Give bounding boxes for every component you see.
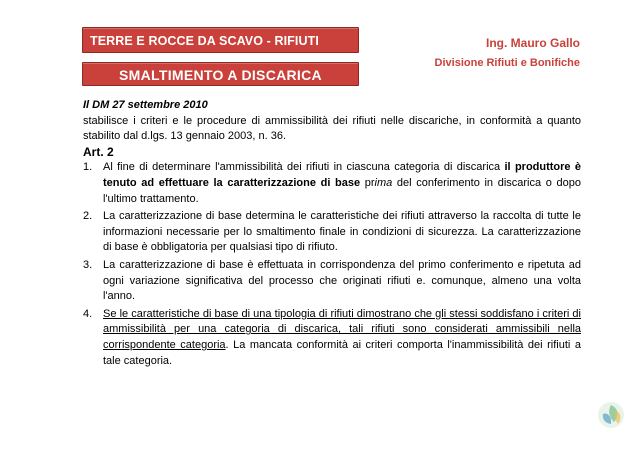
list-item (83, 209, 581, 256)
item-text: . La mancata conformità ai criteri comporta l'inammissibilità dei rifiuti a tale categoria. (103, 338, 581, 367)
item-text: La caratterizzazione di base è effettuata in corrispondenza del primo conferimento e ripetuta ad ogni variazione significativa del processo che originati rifiuti e. comunque, almeno una volta l'anno. (103, 258, 581, 303)
author-name: Ing. Mauro Gallo (485, 36, 580, 50)
topic-banner: TERRE E ROCCE DA SCAVO - RIFIUTI (82, 27, 359, 53)
list-item (83, 160, 581, 207)
list-number: 3. (83, 258, 93, 271)
list-number: 2. (83, 210, 93, 223)
item-text: del conferimento in discarica o dopo l'ultimo trattamento. (103, 176, 581, 205)
item-text: pr (360, 176, 375, 189)
list-item (83, 307, 581, 369)
item-text: Al fine di determinare l'ammissibilità dei rifiuti in ciascuna categoria di discarica (103, 161, 505, 174)
article-heading: Art. 2 (83, 144, 114, 159)
item-text: La caratterizzazione di base determina le caratteristiche dei rifiuti attraverso la raccolta di tutte le informazioni necessarie per lo smaltimento finale in condizioni di sicurezza. La caratterizzazione di base è obbligatoria per qualsiasi tipo di rifiuto. (103, 210, 581, 254)
item-bold-text: il produttore è tenuto ad effettuare la caratterizzazione di base (103, 161, 581, 189)
slide-body (83, 98, 581, 371)
division-name: Divisione Rifiuti e Bonifiche (434, 57, 580, 69)
item-italic-text: ima (374, 176, 393, 189)
list-number: 1. (83, 161, 93, 174)
subtopic-banner: SMALTIMENTO A DISCARICA (82, 62, 359, 86)
intro-paragraph: stabilisce i criteri e le procedure di ammissibilità dei rifiuti nelle discariche, in conformità a quanto stabilito dal d.lgs. 13 gennaio 2003, n. 36. (83, 114, 581, 143)
law-reference (83, 98, 581, 114)
article-list (83, 160, 581, 369)
law-prefix: Il (83, 99, 93, 111)
item-underlined-text: Se le caratteristiche di base di una tipologia di rifiuti dimostrano che gli stessi soddisfano i criteri di ammissibilità per una categoria di discarica, tali rifiuti sono considerati ammissibili nella corrispondente categoria (103, 307, 581, 351)
list-number: 4. (83, 307, 93, 320)
recycling-leaf-logo-icon (596, 400, 626, 430)
list-item (83, 258, 581, 305)
law-title: DM 27 settembre 2010 (92, 99, 208, 111)
